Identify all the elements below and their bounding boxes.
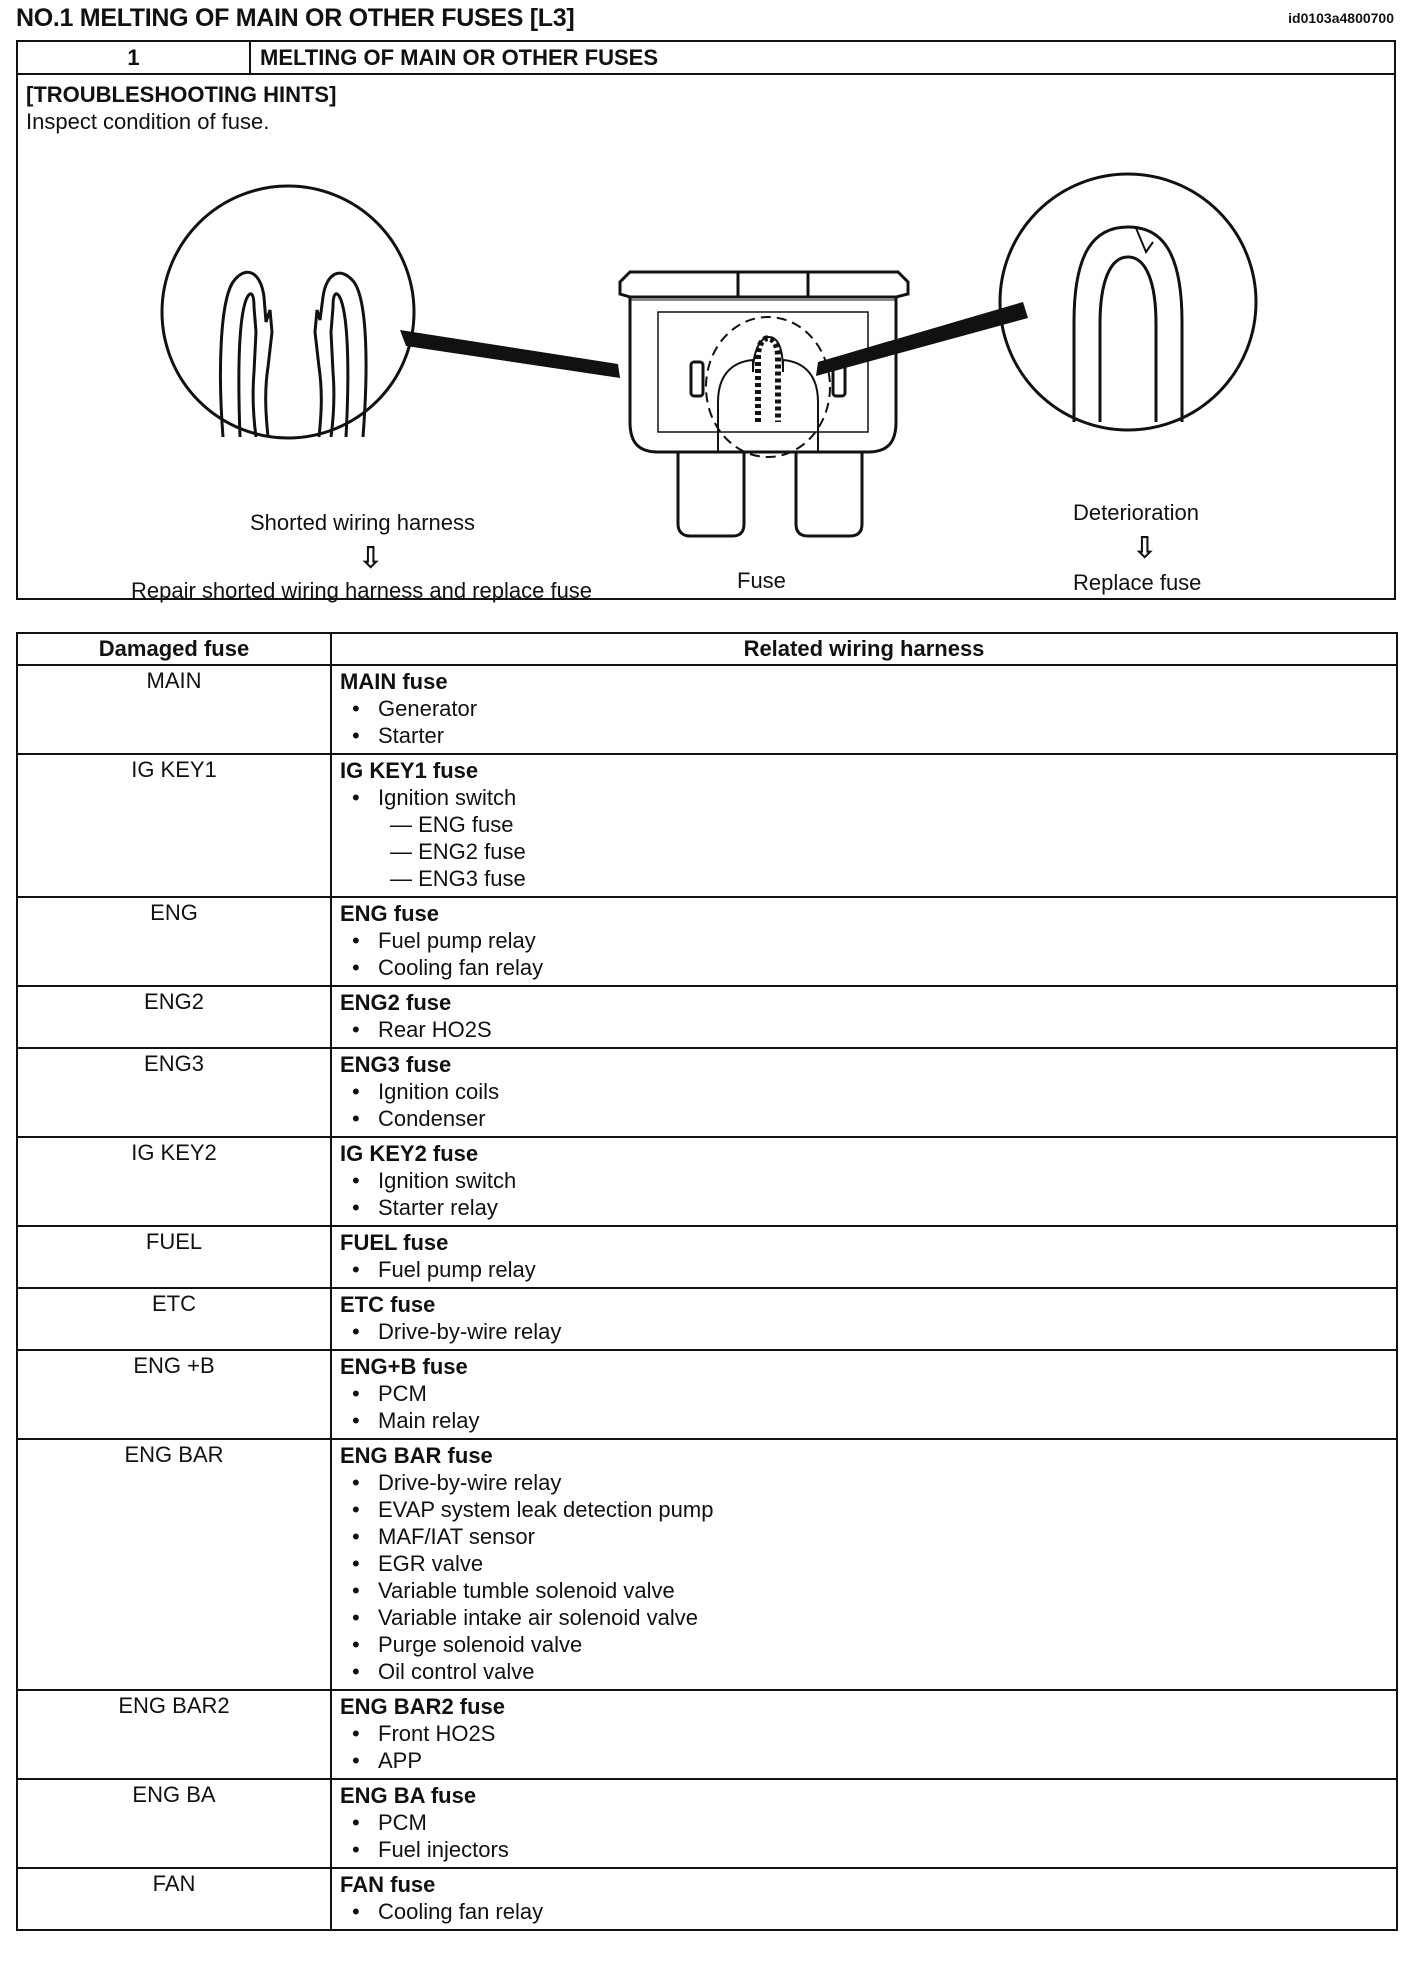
list-item: [340, 1318, 1388, 1345]
fuse-heading: ENG2 fuse: [340, 990, 452, 1015]
table-row: [17, 754, 1397, 897]
bullet-icon: •: [352, 1106, 360, 1131]
list-item-text: Drive-by-wire relay: [378, 1470, 562, 1495]
harness-list: [340, 1016, 1388, 1043]
list-item: [340, 1496, 1388, 1523]
fuse-heading: FAN fuse: [340, 1872, 436, 1897]
list-item: [340, 1078, 1388, 1105]
list-item: [340, 1720, 1388, 1747]
deterioration-magnified-view: [1000, 174, 1256, 430]
bullet-icon: •: [352, 1168, 360, 1193]
step-header: [18, 42, 1394, 75]
related-harness-cell: [331, 1137, 1397, 1226]
document-id: id0103a4800700: [1288, 10, 1394, 26]
harness-list: [340, 784, 1388, 892]
table-row: [17, 1288, 1397, 1350]
related-harness-cell: [331, 1048, 1397, 1137]
list-item-text: PCM: [378, 1381, 427, 1406]
harness-list: [340, 1469, 1388, 1685]
bullet-icon: •: [352, 1721, 360, 1746]
sub-list-item: — ENG3 fuse: [390, 866, 526, 891]
step-title: MELTING OF MAIN OR OTHER FUSES: [260, 45, 659, 70]
bullet-icon: •: [352, 1017, 360, 1042]
bullet-icon: •: [352, 1578, 360, 1603]
related-harness-cell: [331, 665, 1397, 754]
deterioration-label: Deterioration: [1073, 500, 1199, 525]
bullet-icon: •: [352, 928, 360, 953]
bullet-icon: •: [352, 1659, 360, 1684]
list-item-text: Ignition switch: [378, 785, 517, 810]
table-row: [17, 1226, 1397, 1288]
bullet-icon: •: [352, 723, 360, 748]
list-item: [340, 1016, 1388, 1043]
sub-list-item: — ENG2 fuse: [390, 839, 526, 864]
bullet-icon: •: [352, 1408, 360, 1433]
list-item: [340, 1523, 1388, 1550]
list-item: [340, 1809, 1388, 1836]
fuse-table: [16, 632, 1398, 1931]
related-harness-cell: [331, 1439, 1397, 1690]
bullet-icon: •: [352, 1837, 360, 1862]
harness-list: [340, 1380, 1388, 1434]
deterioration-action: Replace fuse: [1073, 570, 1202, 595]
fuse-heading: ENG BA fuse: [340, 1783, 477, 1808]
damaged-fuse-cell: ENG: [17, 897, 331, 986]
list-item-text: Drive-by-wire relay: [378, 1319, 562, 1344]
shorted-magnified-view: [162, 186, 414, 438]
list-item: [340, 1380, 1388, 1407]
fuse-heading: ETC fuse: [340, 1292, 436, 1317]
sub-list-item: — ENG fuse: [390, 812, 514, 837]
list-item-text: Main relay: [378, 1408, 480, 1433]
bullet-icon: •: [352, 785, 360, 810]
bullet-icon: •: [352, 1551, 360, 1576]
list-item-text: Fuel pump relay: [378, 1257, 536, 1282]
harness-list: [340, 1898, 1388, 1925]
list-item-text: Condenser: [378, 1106, 486, 1131]
list-item-text: Purge solenoid valve: [378, 1632, 583, 1657]
list-item: [340, 784, 1388, 892]
fuse-heading: ENG+B fuse: [340, 1354, 468, 1379]
sub-list: [352, 811, 1388, 892]
list-item-text: Cooling fan relay: [378, 955, 544, 980]
bullet-icon: •: [352, 1748, 360, 1773]
harness-list: [340, 1809, 1388, 1863]
list-item-text: Oil control valve: [378, 1659, 535, 1684]
damaged-fuse-cell: IG KEY2: [17, 1137, 331, 1226]
bullet-icon: •: [352, 1257, 360, 1282]
list-item: [340, 1577, 1388, 1604]
column-header-related-harness: Related wiring harness: [331, 633, 1397, 665]
damaged-fuse-cell: ENG BAR: [17, 1439, 331, 1690]
damaged-fuse-cell: ENG +B: [17, 1350, 331, 1439]
fuse-diagram: [18, 132, 1394, 603]
list-item: [340, 1105, 1388, 1132]
related-harness-cell: [331, 1288, 1397, 1350]
shorted-action: Repair shorted wiring harness and replace fuse: [131, 578, 593, 603]
damaged-fuse-cell: MAIN: [17, 665, 331, 754]
related-harness-cell: [331, 1868, 1397, 1930]
list-item: [340, 1256, 1388, 1283]
list-item-text: Front HO2S: [378, 1721, 496, 1746]
list-item: [340, 1469, 1388, 1496]
harness-list: [340, 1078, 1388, 1132]
bullet-icon: •: [352, 696, 360, 721]
fuse-heading: ENG fuse: [340, 901, 440, 926]
page-title: NO.1 MELTING OF MAIN OR OTHER FUSES [L3]: [16, 4, 575, 32]
table-row: [17, 665, 1397, 754]
bullet-icon: •: [352, 1319, 360, 1344]
fuse-heading: IG KEY1 fuse: [340, 758, 479, 783]
list-item: [340, 954, 1388, 981]
deterioration-arrow-icon: ⇩: [1132, 532, 1158, 565]
damaged-fuse-cell: IG KEY1: [17, 754, 331, 897]
bullet-icon: •: [352, 1381, 360, 1406]
related-harness-cell: [331, 897, 1397, 986]
list-item-text: EVAP system leak detection pump: [378, 1497, 714, 1522]
table-row: [17, 1439, 1397, 1690]
table-row: [17, 1690, 1397, 1779]
list-item-text: MAF/IAT sensor: [378, 1524, 535, 1549]
related-harness-cell: [331, 1779, 1397, 1868]
related-harness-cell: [331, 1350, 1397, 1439]
bullet-icon: •: [352, 1899, 360, 1924]
list-item: [340, 1407, 1388, 1434]
related-harness-cell: [331, 986, 1397, 1048]
list-item: [340, 1550, 1388, 1577]
fuse-heading: ENG BAR2 fuse: [340, 1694, 506, 1719]
list-item: [340, 1658, 1388, 1685]
damaged-fuse-cell: FAN: [17, 1868, 331, 1930]
bullet-icon: •: [352, 1605, 360, 1630]
list-item-text: Fuel pump relay: [378, 928, 536, 953]
bullet-icon: •: [352, 1632, 360, 1657]
list-item: [340, 1898, 1388, 1925]
damaged-fuse-cell: ENG BA: [17, 1779, 331, 1868]
bullet-icon: •: [352, 1524, 360, 1549]
list-item: [340, 1604, 1388, 1631]
list-item-text: Rear HO2S: [378, 1017, 492, 1042]
list-item-text: Ignition switch: [378, 1168, 517, 1193]
fuse-heading: ENG3 fuse: [340, 1052, 452, 1077]
bullet-icon: •: [352, 1810, 360, 1835]
list-item: [340, 1836, 1388, 1863]
damaged-fuse-cell: FUEL: [17, 1226, 331, 1288]
harness-list: [340, 1167, 1388, 1221]
list-item: [340, 1167, 1388, 1194]
list-item: [340, 1631, 1388, 1658]
damaged-fuse-cell: ETC: [17, 1288, 331, 1350]
harness-list: [340, 695, 1388, 749]
list-item-text: Generator: [378, 696, 478, 721]
related-harness-cell: [331, 1690, 1397, 1779]
column-header-damaged-fuse: Damaged fuse: [17, 633, 331, 665]
harness-list: [340, 1318, 1388, 1345]
fuse-label: Fuse: [737, 568, 786, 593]
table-row: [17, 1868, 1397, 1930]
bullet-icon: •: [352, 1497, 360, 1522]
damaged-fuse-cell: ENG3: [17, 1048, 331, 1137]
list-item: [340, 695, 1388, 722]
damaged-fuse-cell: ENG2: [17, 986, 331, 1048]
list-item-text: EGR valve: [378, 1551, 484, 1576]
bullet-icon: •: [352, 1470, 360, 1495]
fuse-table-body: [17, 665, 1397, 1930]
shorted-label: Shorted wiring harness: [250, 510, 476, 535]
list-item-text: PCM: [378, 1810, 427, 1835]
list-item-text: Starter: [378, 723, 445, 748]
list-item: [340, 927, 1388, 954]
list-item-text: APP: [378, 1748, 423, 1773]
related-harness-cell: [331, 1226, 1397, 1288]
related-harness-cell: [331, 754, 1397, 897]
table-row: [17, 1350, 1397, 1439]
troubleshooting-section: [16, 40, 1396, 603]
shorted-arrow-icon: ⇩: [358, 542, 384, 575]
list-item: [340, 722, 1388, 749]
harness-list: [340, 927, 1388, 981]
harness-list: [340, 1256, 1388, 1283]
table-header-row: [17, 633, 1397, 665]
list-item-text: Cooling fan relay: [378, 1899, 544, 1924]
bullet-icon: •: [352, 955, 360, 980]
hints-text: Inspect condition of fuse.: [26, 109, 270, 134]
bullet-icon: •: [352, 1195, 360, 1220]
damaged-fuse-cell: ENG BAR2: [17, 1690, 331, 1779]
table-row: [17, 897, 1397, 986]
table-row: [17, 1048, 1397, 1137]
list-item-text: Ignition coils: [378, 1079, 500, 1104]
step-number: 1: [18, 42, 251, 73]
harness-list: [340, 1720, 1388, 1774]
bullet-icon: •: [352, 1079, 360, 1104]
fuse-heading: ENG BAR fuse: [340, 1443, 493, 1468]
list-item-text: Variable intake air solenoid valve: [378, 1605, 698, 1630]
list-item: [340, 1194, 1388, 1221]
table-row: [17, 986, 1397, 1048]
list-item-text: Starter relay: [378, 1195, 498, 1220]
fuse-heading: FUEL fuse: [340, 1230, 449, 1255]
fuse-heading: IG KEY2 fuse: [340, 1141, 479, 1166]
table-row: [17, 1779, 1397, 1868]
list-item-text: Fuel injectors: [378, 1837, 509, 1862]
hints-title: [TROUBLESHOOTING HINTS]: [26, 82, 337, 107]
list-item-text: Variable tumble solenoid valve: [378, 1578, 675, 1603]
list-item: [340, 1747, 1388, 1774]
table-row: [17, 1137, 1397, 1226]
fuse-body: [620, 272, 908, 536]
fuse-heading: MAIN fuse: [340, 669, 448, 694]
